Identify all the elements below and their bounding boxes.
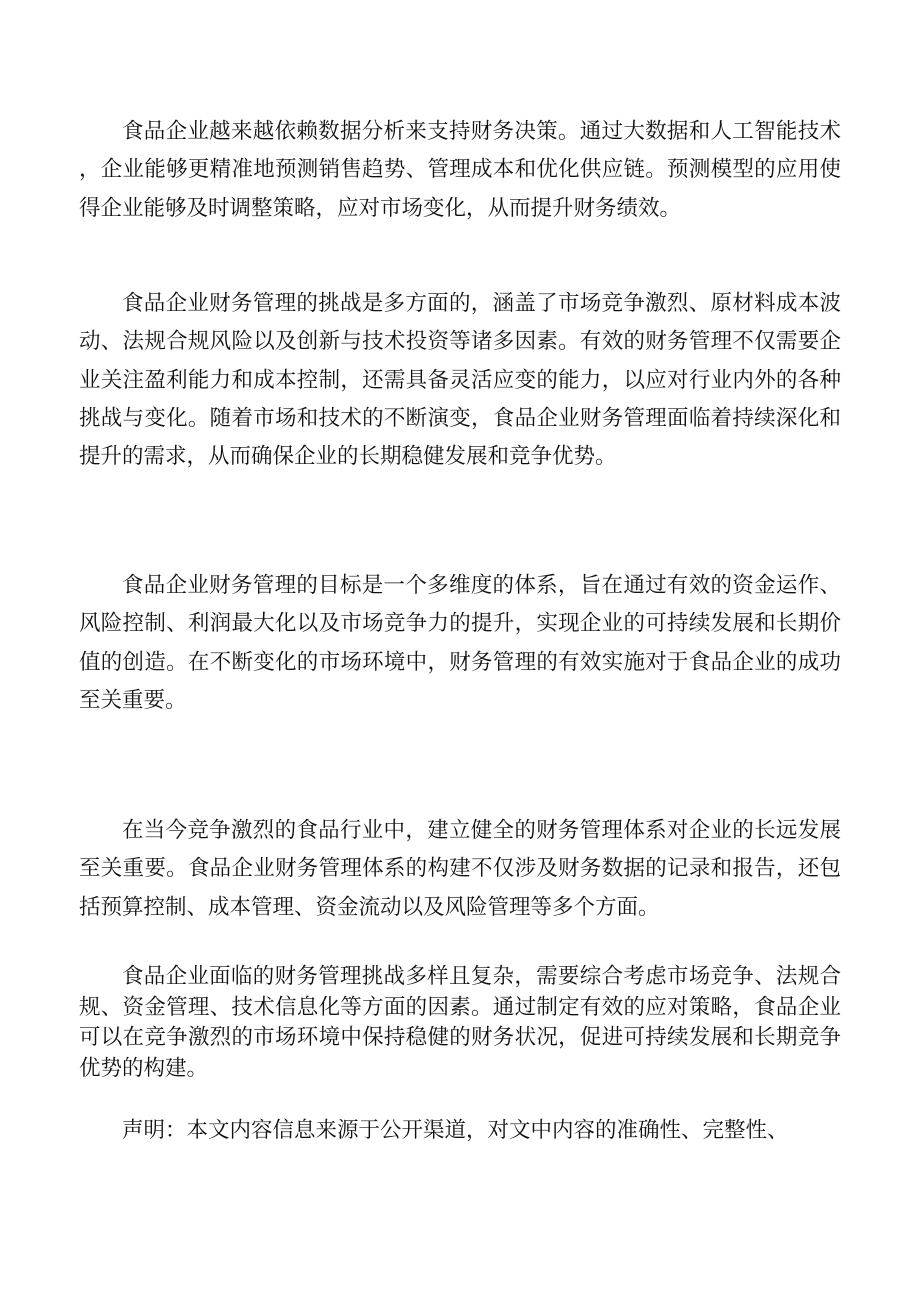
paragraph-objectives: 食品企业财务管理的目标是一个多维度的体系，旨在通过有效的资金运作、风险控制、利润最大化以及市场竞争力的提升，实现企业的可持续发展和长期价值的创造。在不断变化的市场环境中，财务管理的有效实施对于食品企业的成功至关重要。 (79, 573, 841, 713)
paragraph-challenges: 食品企业财务管理的挑战是多方面的，涵盖了市场竞争激烈、原材料成本波动、法规合规风险以及创新与技术投资等诸多因素。有效的财务管理不仅需要企业关注盈利能力和成本控制，还需具备灵活应变的能力，以应对行业内外的各种挑战与变化。随着市场和技术的不断演变，食品企业财务管理面临着持续深化和提升的需求，从而确保企业的长期稳健发展和竞争优势。 (79, 291, 841, 470)
paragraph-data-analysis: 食品企业越来越依赖数据分析来支持财务决策。通过大数据和人工智能技术，企业能够更精准地预测销售趋势、管理成本和优化供应链。预测模型的应用使得企业能够及时调整策略，应对市场变化，从而提升财务绩效。 (79, 119, 841, 221)
paragraph-system-building: 在当今竞争激烈的食品行业中，建立健全的财务管理体系对企业的长远发展至关重要。食品企业财务管理体系的构建不仅涉及财务数据的记录和报告，还包括预算控制、成本管理、资金流动以及风险管理等多个方面。 (79, 818, 841, 920)
paragraph-strategies: 食品企业面临的财务管理挑战多样且复杂，需要综合考虑市场竞争、法规合规、资金管理、技术信息化等方面的因素。通过制定有效的应对策略，食品企业可以在竞争激烈的市场环境中保持稳健的财务状况，促进可持续发展和长期竞争优势的构建。 (79, 964, 841, 1081)
paragraph-disclaimer: 声明：本文内容信息来源于公开渠道，对文中内容的准确性、完整性、 (122, 1118, 789, 1143)
